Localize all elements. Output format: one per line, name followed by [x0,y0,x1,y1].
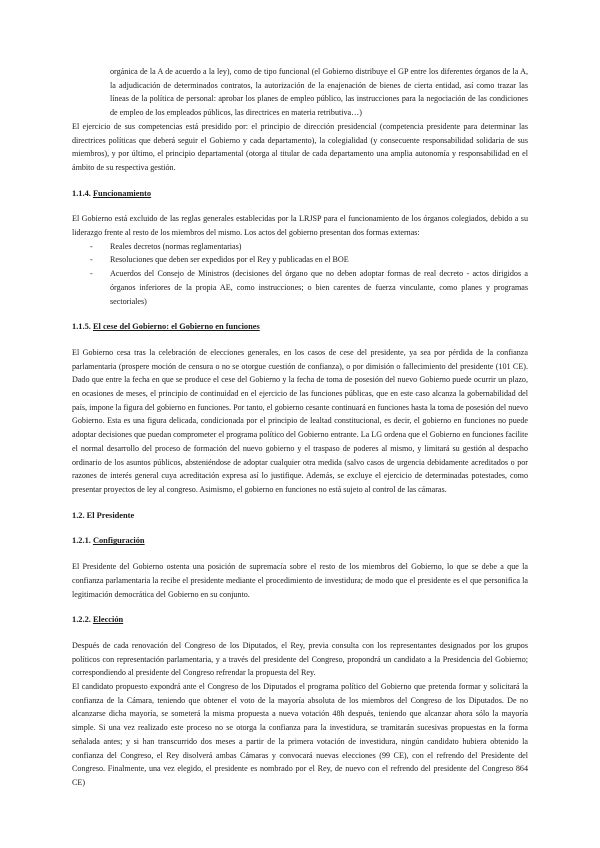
section-heading-1-2-2 [72,613,528,627]
section-number: 1.2. [72,510,85,520]
list-item: - Resoluciones que deben ser expedidos por el Rey y publicadas en el BOE [72,253,528,267]
section-title: Elección [92,615,124,625]
continued-text-block [72,65,528,120]
section-heading-1-1-4 [72,187,528,201]
dash-list [72,240,528,309]
section-title: El cese del Gobierno: el Gobierno en funciones [92,322,260,332]
paragraph: El Gobierno está excluido de las reglas generales establecidas por la LRJSP para el funcionamiento de los órganos colegiados, debido a su liderazgo frente al resto de los miembros del mismo. Los actos del gobierno presentan dos formas externas: [72,214,528,238]
list-item: - Acuerdos del Consejo de Ministros (decisiones del órgano que no deben adoptar formas de real decreto - actos dirigidos a órganos inferiores de la propia AE, como instrucciones; o bien carentes de fuerza vinculante, como planes y programas sectoriales) [72,267,528,308]
section-title: El Presidente [86,510,135,520]
paragraph: El Presidente del Gobierno ostenta una posición de supremacía sobre el resto de los miembros del Gobierno, lo que se debe a que la confianza parlamentaria la recibe el presidente mediante el procedimiento de investidura; de modo que el presidente es el que personifica la legitimación democrática del Gobierno en su conjunto. [72,562,528,599]
section-title: Funcionamiento [92,188,152,198]
paragraph: El ejercicio de sus competencias está presidido por: el principio de dirección presidencial (competencia presidente para determinar las directrices políticas que deberá seguir el Gobierno y cada departamento), la colegialidad (y consecuente responsabilidad solidaria de sus miembros), y por último, el principio departamental (otorga al titular de cada departamento una amplia autonomía y responsabilidad en el ámbito de su respectiva gestión. [72,121,528,172]
section-number: 1.1.4. [72,188,91,198]
section-number: 1.1.5. [72,322,91,332]
section-number: 1.2.2. [72,615,91,625]
paragraph: El candidato propuesto expondrá ante el Congreso de los Diputados el programa político del Gobierno que pretenda formar y solicitará la confianza de la Cámara, teniendo que obtener el voto de la mayoría absoluta de los miembros del Congreso de los Diputados. De no alcanzarse dicha mayoría, se someterá la misma propuesta a nueva votación 48h después, teniendo que alcanzar ahora sólo la mayoría simple. Si una vez realizado este proceso no se otorga la confianza para la investidura, se tramitarán sucesivas propuestas en la forma señalada antes; y si han transcurrido dos meses a partir de la primera votación de investidura, ningún candidato hubiera obtenido la confianza del Congreso, el Rey disolverá ambas Cámaras y convocará nuevas elecciones (99 CE), con el refrendo del Presidente del Congreso. Finalmente, una vez elegido, el presidente es nombrado por el Rey, de nuevo con el refrendo del presidente del Congreso 864 CE) [72,682,528,787]
section-heading-1-2-1 [72,534,528,548]
paragraph: El Gobierno cesa tras la celebración de elecciones generales, en los casos de cese del presidente, ya sea por pérdida de la confianza parlamentaria (prospere moción de censura o no se otorgue cuestión de confianza), o por dimisión o fallecimiento del presidente (101 CE). Dado que entre la fecha en que se produce el cese del Gobierno y la fecha de toma de posesión del nuevo Gobierno puede ocurrir un plazo, en ocasiones de meses, el principio de continuidad en el ejercicio de las funciones públicas, que en este caso alcanza la gobernabilidad del país, impone la figura del gobierno en funciones. Por tanto, el gobierno cesante continuará en funciones hasta la toma de posesión del nuevo Gobierno. Esta es una figura delicada, condicionada por el principio de lealtad constitucional, es decir, el gobierno en funciones no puede adoptar decisiones que puedan comprometer el programa político del Gobierno entrante. La LG ordena que el Gobierno en funciones facilite el normal desarrollo del proceso de formación del nuevo gobierno y el traspaso de poderes al mismo, y limitará su gestión al despacho ordinario de los asuntos públicos, absteniéndose de adoptar cualquier otra medida (salvo casos de urgencia debidamente acreditados o por razones de interés general cuya acreditación expresa así lo justifique. Además, se excluye el ejercicio de determinadas potestades, como presentar proyectos de ley al congreso. Asimismo, el gobierno en funciones no está sujeto al control de las cámaras. [72,347,528,494]
paragraph: Después de cada renovación del Congreso de los Diputados, el Rey, previa consulta con los representantes designados por los grupos políticos con representación parlamentaria, y a través del presidente del Congreso, propondrá un candidato a la Presidencia del Gobierno; correspondiendo al presidente del Congreso refrendar la propuesta del Rey. [72,640,528,678]
list-item: - Reales decretos (normas reglamentarias) [72,240,528,254]
paragraph: orgánica de la A de acuerdo a la ley), como de tipo funcional (el Gobierno distribuye el GP entre los diferentes órganos de la A, la adjudicación de determinados contratos, la autorización de la enajenación de bienes de cierta entidad, así como trazar las líneas de la política de personal: aprobar los planes de empleo público, las instrucciones para la negociación de las condiciones de empleo de los empleados públicos, las directrices en materia retributiva…) [110,67,528,118]
section-title: Configuración [92,536,145,546]
section-heading-1-1-5 [72,320,528,334]
section-heading-1-2 [72,509,528,523]
section-number: 1.2.1. [72,536,91,546]
